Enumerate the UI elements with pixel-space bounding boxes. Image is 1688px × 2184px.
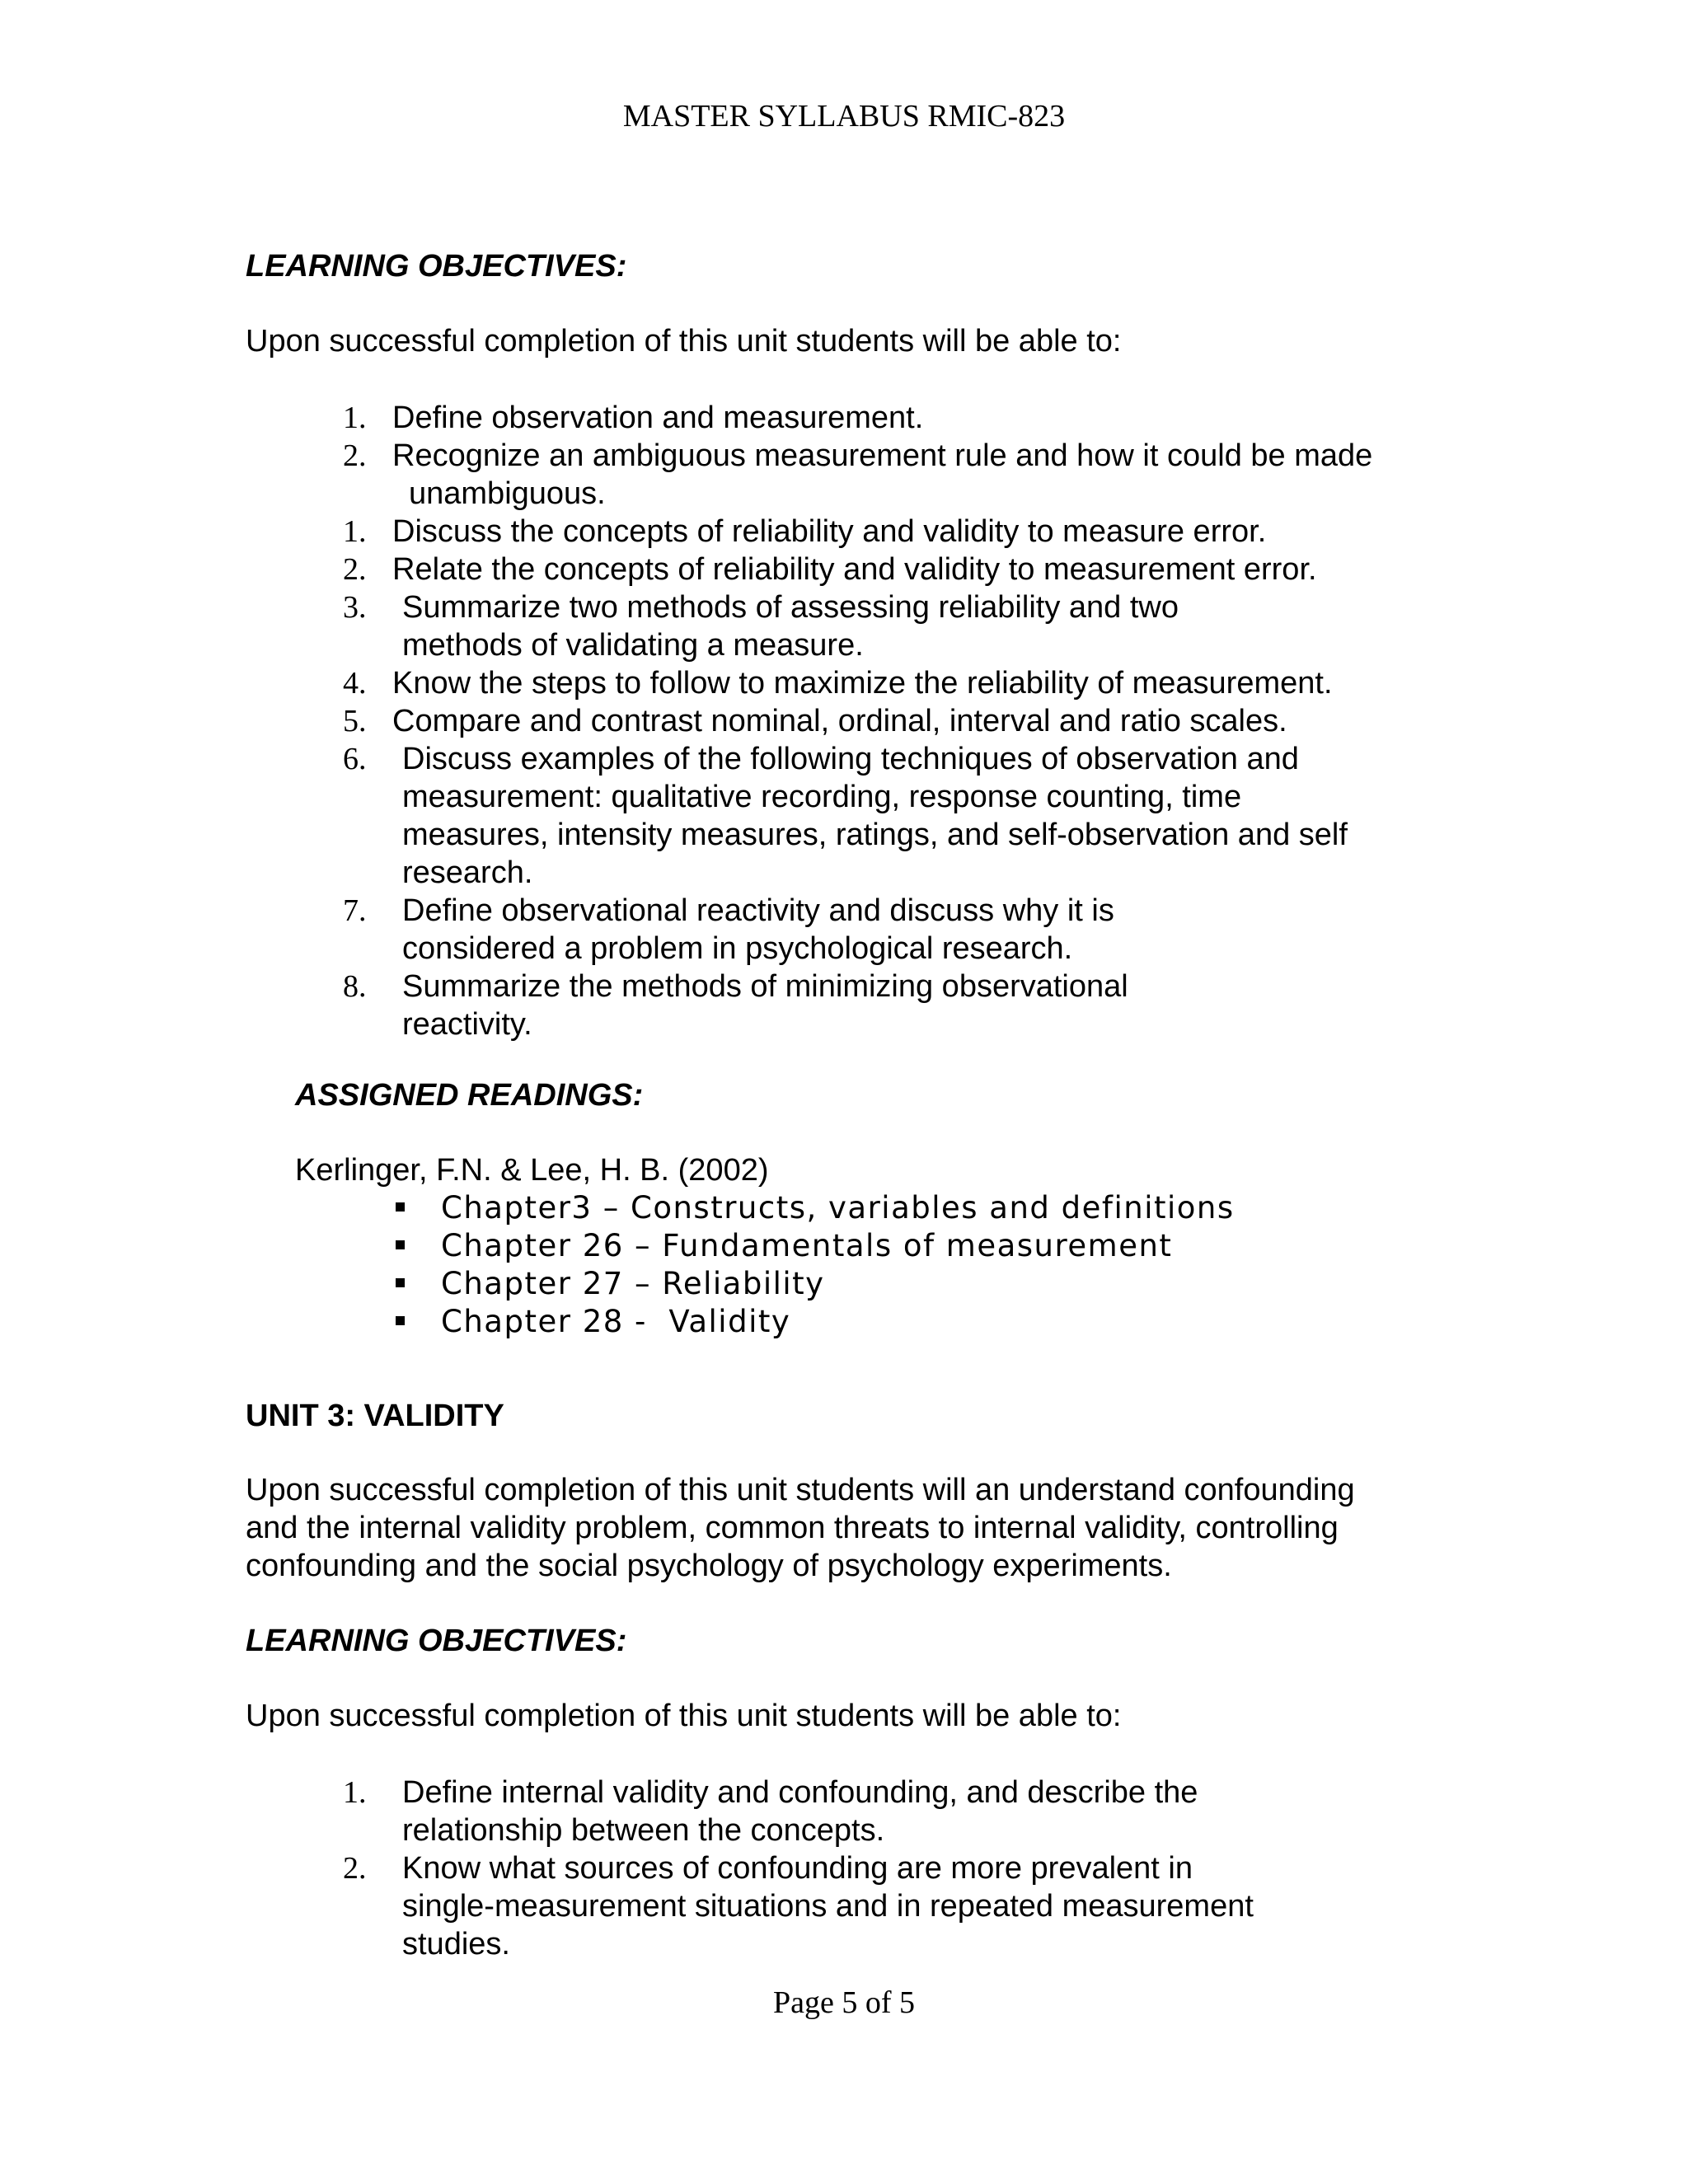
chapter-item: Chapter 27 – Reliability (441, 1266, 825, 1301)
list-item-number: 3. (343, 590, 367, 625)
page-header: MASTER SYLLABUS RMIC-823 (622, 99, 1066, 134)
list-item-line: reactivity. (402, 1007, 532, 1042)
list-item-number: 5. (343, 704, 367, 738)
list-item-number: 1. (343, 514, 367, 549)
chapter-item: Chapter 26 – Fundamentals of measurement (441, 1228, 1173, 1263)
list-item-number: 8. (343, 969, 367, 1004)
list-item-line: Know what sources of confounding are more prevalent in (402, 1851, 1193, 1886)
list-item-line: Summarize the methods of minimizing observational (402, 969, 1128, 1004)
list-item-number: 7. (343, 893, 367, 928)
list-item-line: measures, intensity measures, ratings, and self-observation and self (402, 818, 1348, 852)
list-item-number: 4. (343, 666, 367, 701)
list-item-line: Define observational reactivity and discuss why it is (402, 893, 1114, 928)
list-item-line: considered a problem in psychological research. (402, 931, 1073, 966)
list-item-line: methods of validating a measure. (402, 628, 864, 663)
list-item-number: 2. (343, 552, 367, 587)
list-item-line: Know the steps to follow to maximize the reliability of measurement. (392, 666, 1333, 701)
list-item-line: Discuss examples of the following techniques of observation and (402, 742, 1299, 776)
unit3-paragraph-line: confounding and the social psychology of psychology experiments. (246, 1549, 1172, 1583)
assigned-readings-heading: ASSIGNED READINGS: (295, 1078, 644, 1113)
bullet-icon (396, 1202, 405, 1212)
learning-objectives-heading: LEARNING OBJECTIVES: (246, 249, 627, 284)
chapter-item: Chapter3 – Constructs, variables and definitions (441, 1190, 1235, 1226)
unit3-paragraph-line: Upon successful completion of this unit students will an understand confounding (246, 1473, 1355, 1507)
bullet-icon (396, 1278, 405, 1287)
bullet-icon (396, 1316, 405, 1325)
list-item-line: Recognize an ambiguous measurement rule and how it could be made (392, 438, 1373, 473)
list-item-line: Discuss the concepts of reliability and validity to measure error. (392, 514, 1267, 549)
list-item-line: unambiguous. (409, 476, 606, 511)
bullet-icon (396, 1240, 405, 1249)
learning-objectives-heading: LEARNING OBJECTIVES: (246, 1624, 627, 1658)
list-item-line: Define internal validity and confounding, and describe the (402, 1775, 1198, 1810)
list-item-line: single-measurement situations and in repeated measurement (402, 1889, 1254, 1924)
chapter-item: Chapter 28 - Validity (441, 1304, 791, 1339)
list-item-number: 1. (343, 1775, 367, 1810)
list-item-line: research. (402, 855, 533, 890)
list-item-line: Relate the concepts of reliability and validity to measurement error. (392, 552, 1317, 587)
reading-citation: Kerlinger, F.N. & Lee, H. B. (2002) (295, 1153, 769, 1188)
list-item-line: relationship between the concepts. (402, 1813, 885, 1848)
list-item-line: Summarize two methods of assessing reliability and two (402, 590, 1179, 625)
list-item-number: 2. (343, 438, 367, 473)
list-item-number: 1. (343, 401, 367, 435)
list-item-line: Define observation and measurement. (392, 401, 924, 435)
page-footer: Page 5 of 5 (772, 1985, 916, 2020)
list-item-line: Compare and contrast nominal, ordinal, interval and ratio scales. (392, 704, 1287, 738)
unit3-heading: UNIT 3: VALIDITY (246, 1399, 504, 1433)
list-item-number: 2. (343, 1851, 367, 1886)
unit3-paragraph-line: and the internal validity problem, common threats to internal validity, controlling (246, 1511, 1339, 1545)
list-item-line: studies. (402, 1927, 510, 1961)
section-intro: Upon successful completion of this unit students will be able to: (246, 1699, 1122, 1733)
section-intro: Upon successful completion of this unit students will be able to: (246, 324, 1122, 359)
list-item-number: 6. (343, 742, 367, 776)
list-item-line: measurement: qualitative recording, response counting, time (402, 780, 1242, 814)
